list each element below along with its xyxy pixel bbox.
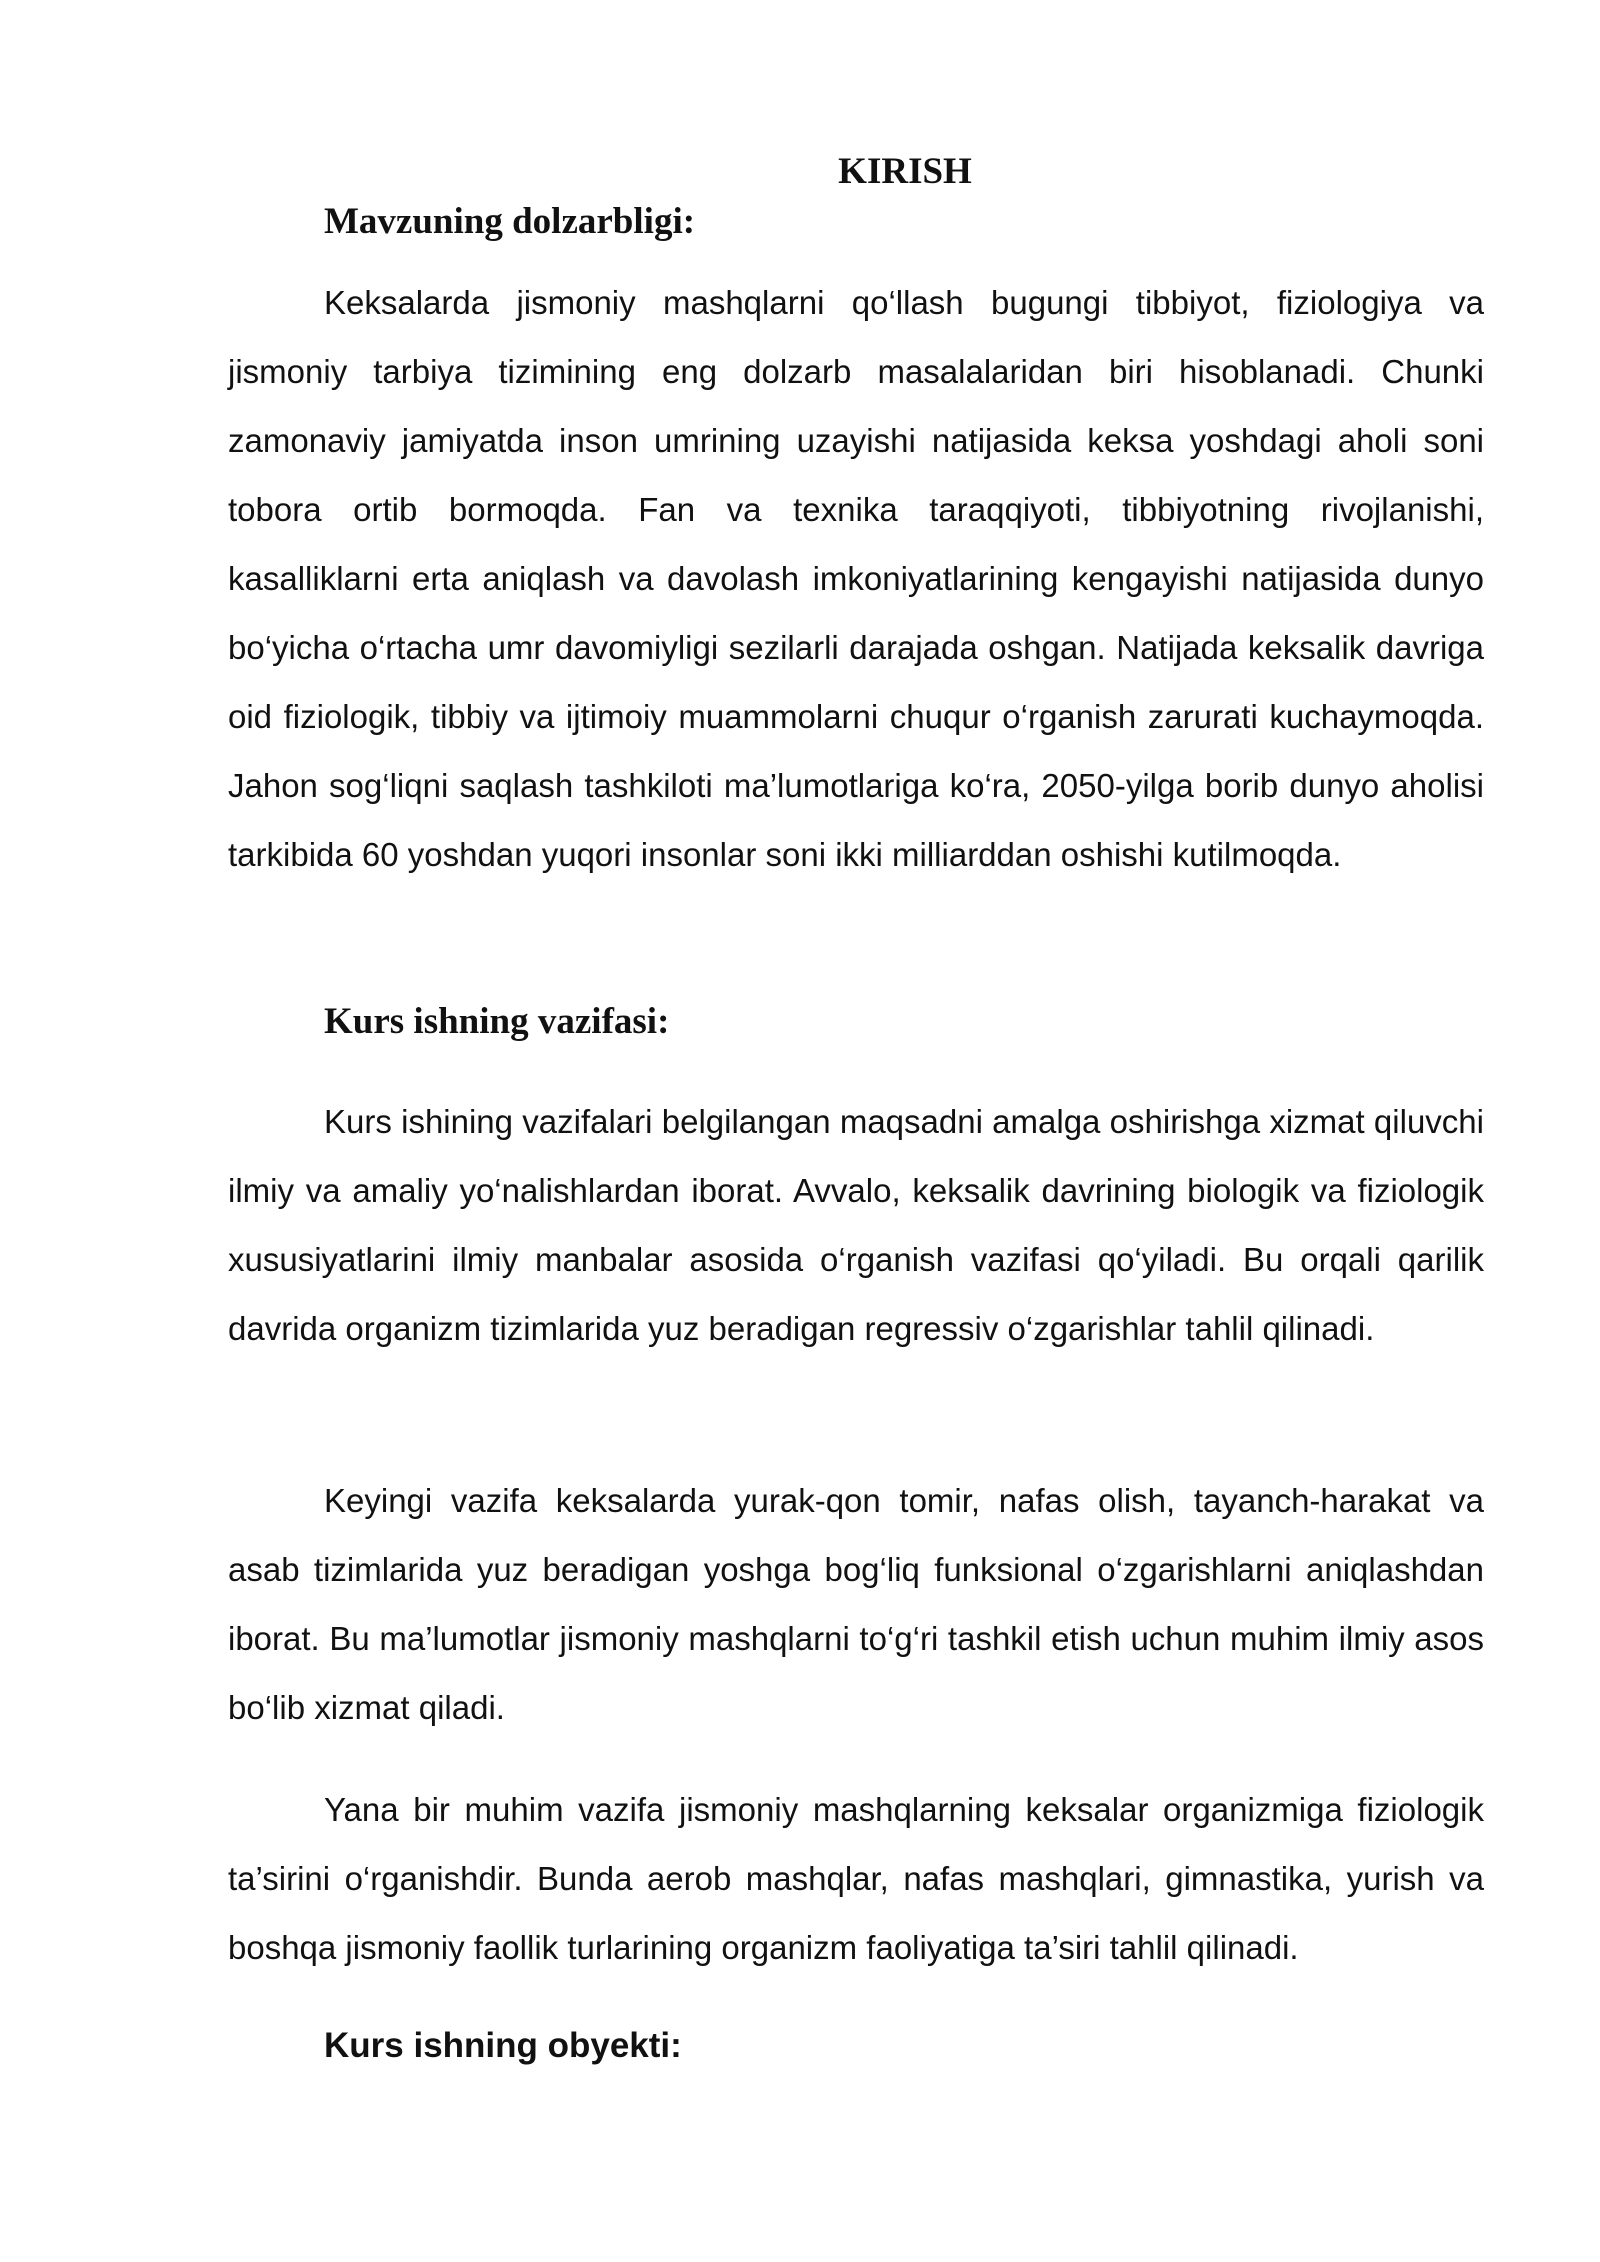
page-title: KIRISH (838, 151, 972, 192)
paragraph-tasks-1: Kurs ishining vazifalari belgilangan maqsadni amalga oshirishga xizmat qiluvchi ilmiy va amaliy yo‘nalishlardan iborat. Avvalo, keksalik davrining biologik va fiziologik xususiyatlarini ilmiy manbalar asosida o‘rganish vazifasi qo‘yiladi. Bu orqali qarilik davrida organizm tizimlarida yuz beradigan regressiv o‘zgarishlar tahlil qilinadi. (228, 1103, 1484, 1347)
section-heading-tasks: Kurs ishning vazifasi: (324, 1001, 670, 1042)
section-heading-relevance: Mavzuning dolzarbligi: (324, 201, 696, 242)
paragraph-tasks-3: Yana bir muhim vazifa jismoniy mashqlarning keksalar organizmiga fiziologik ta’sirini o‘rganishdir. Bunda aerob mashqlar, nafas mashqlari, gimnastika, yurish va boshqa jismoniy faollik turlarining organizm faoliyatiga ta’siri tahlil qilinadi. (228, 1791, 1484, 1966)
paragraph-relevance: Keksalarda jismoniy mashqlarni qo‘llash bugungi tibbiyot, fiziologiya va jismoniy tarbiya tizimining eng dolzarb masalalaridan biri hisoblanadi. Chunki zamonaviy jamiyatda inson umrining uzayishi natijasida keksa yoshdagi aholi soni tobora ortib bormoqda. Fan va texnika taraqqiyoti, tibbiyotning rivojlanishi, kasalliklarni erta aniqlash va davolash imkoniyatlarining kengayishi natijasida dunyo bo‘yicha o‘rtacha umr davomiyligi sezilarli darajada oshgan. Natijada keksalik davriga oid fiziologik, tibbiy va ijtimoiy muammolarni chuqur o‘rganish zarurati kuchaymoqda. Jahon sog‘liqni saqlash tashkiloti ma’lumotlariga ko‘ra, 2050-yilga borib dunyo aholisi tarkibida 60 yoshdan yuqori insonlar soni ikki milliarddan oshishi kutilmoqda. (228, 284, 1484, 873)
paragraph-tasks-2: Keyingi vazifa keksalarda yurak-qon tomir, nafas olish, tayanch-harakat va asab tizimlarida yuz beradigan yoshga bog‘liq funksional o‘zgarishlarni aniqlashdan iborat. Bu ma’lumotlar jismoniy mashqlarni to‘g‘ri tashkil etish uchun muhim ilmiy asos bo‘lib xizmat qiladi. (228, 1482, 1484, 1726)
section-heading-object: Kurs ishning obyekti: (324, 2026, 682, 2065)
